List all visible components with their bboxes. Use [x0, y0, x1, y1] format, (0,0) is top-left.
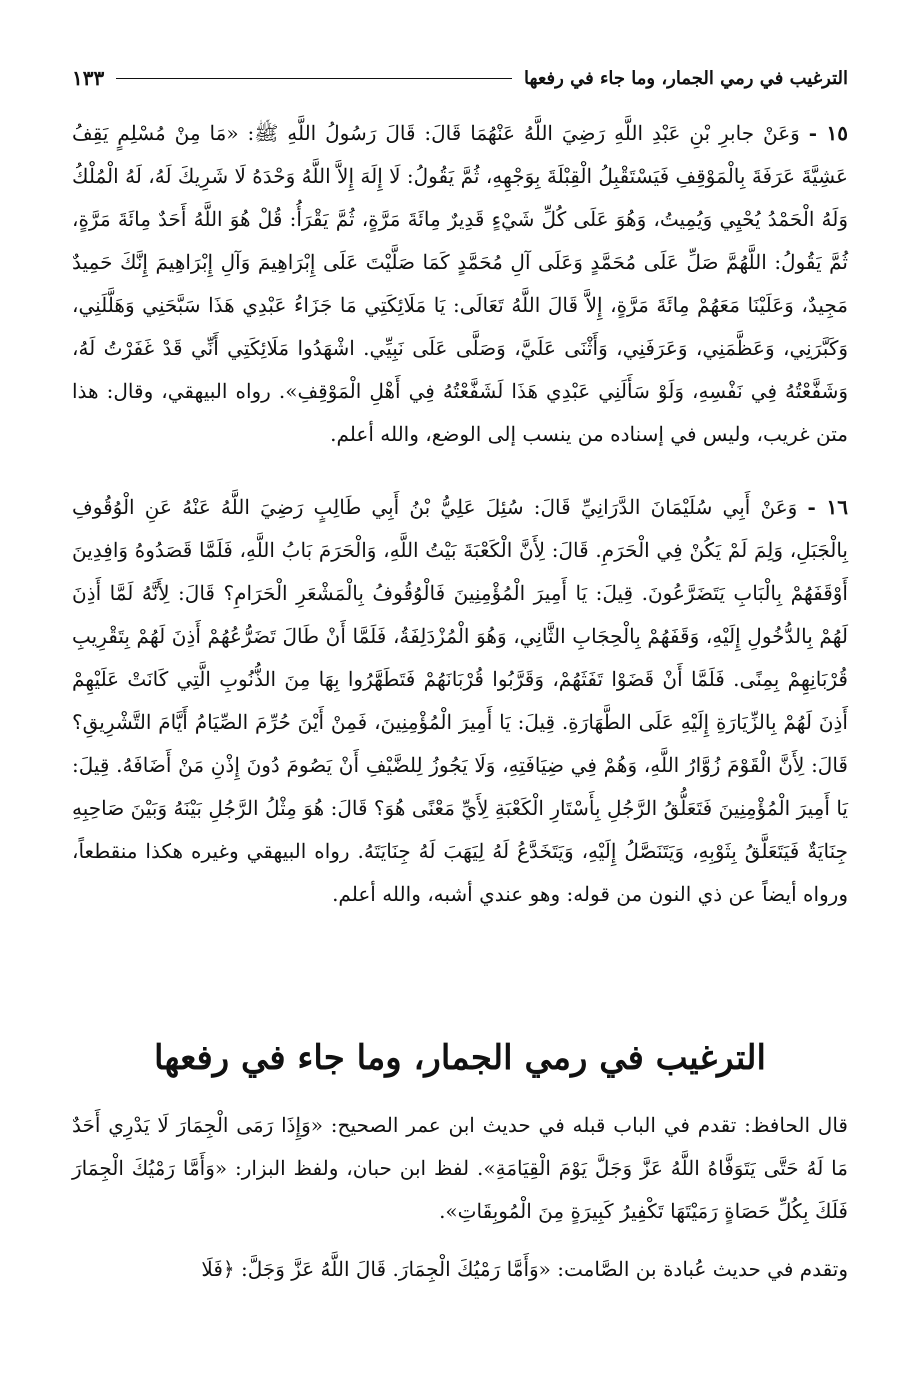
hadith-15-paragraph: [72, 112, 848, 492]
page-number: ١٣٣: [72, 66, 105, 90]
hadith-16-paragraph: [72, 486, 848, 996]
section-heading: الترغيب في رمي الجمار، وما جاء في رفعها: [154, 1038, 766, 1078]
hadith-text: وَعَنْ أَبِي سُلَيْمَانَ الدَّرَانِيِّ قَالَ: سُئِلَ عَلِيُّ بْنُ أَبِي طَالِبٍ رَضِيَ اللَّهُ عَنْهُ عَنِ الْوُقُوفِ بِالْجَبَلِ، وَلِمَ لَمْ يَكُنْ فِي الْحَرَمِ. قَالَ: لِأَنَّ الْكَعْبَةَ بَيْتُ اللَّهِ، وَالْحَرَمَ بَابُ اللَّهِ، فَلَمَّا قَصَدُوهُ وَافِدِينَ أَوْقَفَهُمْ بِالْبَابِ يَتَضَرَّعُونَ. قِيلَ: يَا أَمِيرَ الْمُؤْمِنِينَ فَالْوُقُوفُ بِالْمَشْعَرِ الْحَرَامِ؟ قَالَ: لِأَنَّهُ لَمَّا أَذِنَ لَهُمْ بِالدُّخُولِ إِلَيْهِ، وَقَفَهُمْ بِالْحِجَابِ الثَّانِي، وَهُوَ الْمُزْدَلِفَةُ، فَلَمَّا أَنْ طَالَ تَضَرُّعُهُمْ أَذِنَ لَهُمْ بِتَقْرِيبِ قُرْبَانِهِمْ بِمِنًى. فَلَمَّا أَنْ قَضَوْا تَفَثَهُمْ، وَقَرَّبُوا قُرْبَانَهُمْ فَتَطَهَّرُوا بِهَا مِنَ الذُّنُوبِ الَّتِي كَانَتْ عَلَيْهِمْ أَذِنَ لَهُمْ بِالزِّيَارَةِ إِلَيْهِ عَلَى الطَّهَارَةِ. قِيلَ: يَا أَمِيرَ الْمُؤْمِنِينَ، فَمِنْ أَيْنَ حُرِّمَ الصِّيَامُ أَيَّامَ التَّشْرِيقِ؟ قَالَ: لِأَنَّ الْقَوْمَ زُوَّارُ اللَّهِ، وَهُمْ فِي ضِيَافَتِهِ، وَلَا يَجُوزُ لِلضَّيْفِ أَنْ يَصُومَ دُونَ إِذْنِ مَنْ أَضَافَهُ. قِيلَ: يَا أَمِيرَ الْمُؤْمِنِينَ فَتَعَلُّقُ الرَّجُلِ بِأَسْتَارِ الْكَعْبَةِ لِأَيِّ مَعْنًى هُوَ؟ قَالَ: هُوَ مِثْلُ الرَّجُلِ بَيْنَهُ وَبَيْنَ صَاحِبِهِ جِنَايَةٌ فَيَتَعَلَّقُ بِثَوْبِهِ، وَيَتَنَصَّلُ إِلَيْهِ، وَيَتَخَدَّعُ لَهُ لِيَهَبَ لَهُ جِنَايَتَهُ. رواه البيهقي وغيره هكذا منقطعاً، ورواه أيضاً عن ذي النون من قوله: وهو عندي أشبه، والله أعلم.: [72, 495, 848, 906]
hadith-number: ١٦ -: [807, 495, 848, 519]
hadith-text: وَعَنْ جابرِ بْنِ عَبْدِ اللَّهِ رَضِيَ اللَّهُ عَنْهُمَا قَالَ: قَالَ رَسُولُ اللَّهِ ﷺ: «مَا مِنْ مُسْلِمٍ يَقِفُ عَشِيَّةَ عَرَفَةَ بِالْمَوْقِفِ فَيَسْتَقْبِلُ الْقِبْلَةَ بِوَجْهِهِ، ثُمَّ يَقُولُ: لَا إِلَهَ إِلاَّ اللَّهُ وَحْدَهُ لَا شَرِيكَ لَهُ، لَهُ الْمُلْكُ وَلَهُ الْحَمْدُ يُحْيِي وَيُمِيتُ، وَهُوَ عَلَى كُلِّ شَيْءٍ قَدِيرٌ مِائَةَ مَرَّةٍ، ثُمَّ يَقْرَأُ: قُلْ هُوَ اللَّهُ أَحَدٌ مِائَةَ مَرَّةٍ، ثُمَّ يَقُولُ: اللَّهُمَّ صَلِّ عَلَى مُحَمَّدٍ وَعَلَى آلِ مُحَمَّدٍ كَمَا صَلَّيْتَ عَلَى إِبْرَاهِيمَ وَآلِ إِبْرَاهِيمَ إِنَّكَ حَمِيدٌ مَجِيدٌ، وَعَلَيْنَا مَعَهُمْ مِائَةَ مَرَّةٍ، إِلاَّ قَالَ اللَّهُ تَعَالَى: يَا مَلَائِكَتِي مَا جَزَاءُ عَبْدِي هَذَا سَبَّحَنِي وَهَلَّلَنِي، وَكَبَّرَنِي، وَعَظَّمَنِي، وَعَرَفَنِي، وَأَثْنَى عَلَيَّ، وَصَلَّى عَلَى نَبِيِّي. اشْهَدُوا مَلَائِكَتِي أَنِّي قَدْ غَفَرْتُ لَهُ، وَشَفَّعْتُهُ فِي نَفْسِهِ، وَلَوْ سَأَلَنِي عَبْدِي هَذَا لَشَفَّعْتُهُ فِي أَهْلِ الْمَوْقِفِ». رواه البيهقي، وقال: هذا متن غريب، وليس في إسناده من ينسب إلى الوضع، والله أعلم.: [72, 121, 848, 446]
running-header: [72, 58, 848, 98]
intro-paragraph-2: وتقدم في حديث عُبادة بن الصَّامت: «وَأَمَّا رَمْيُكَ الْجِمَارَ. قَالَ اللَّهُ عَزَّ وَجَلَّ: ﴿فَلَا: [201, 1257, 848, 1281]
header-title: الترغيب في رمي الجمار، وما جاء في رفعها: [524, 67, 848, 89]
header-rule: [116, 78, 512, 79]
intro-paragraph-1: قال الحافظ: تقدم في الباب قبله في حديث ابن عمر الصحيح: «وَإِذَا رَمَى الْجِمَارَ لَا يَدْرِي أَحَدٌ مَا لَهُ حَتَّى يَتَوَفَّاهُ اللَّهُ عَزَّ وَجَلَّ يَوْمَ الْقِيَامَةِ». لفظ ابن حبان، ولفظ البزار: «وَأَمَّا رَمْيُكَ الْجِمَارَ فَلَكَ بِكُلِّ حَصَاةٍ رَمَيْتَهَا تَكْفِيرُ كَبِيرَةٍ مِنَ الْمُوبِقَاتِ».: [72, 1113, 848, 1223]
hadith-number: ١٥ -: [808, 121, 848, 145]
